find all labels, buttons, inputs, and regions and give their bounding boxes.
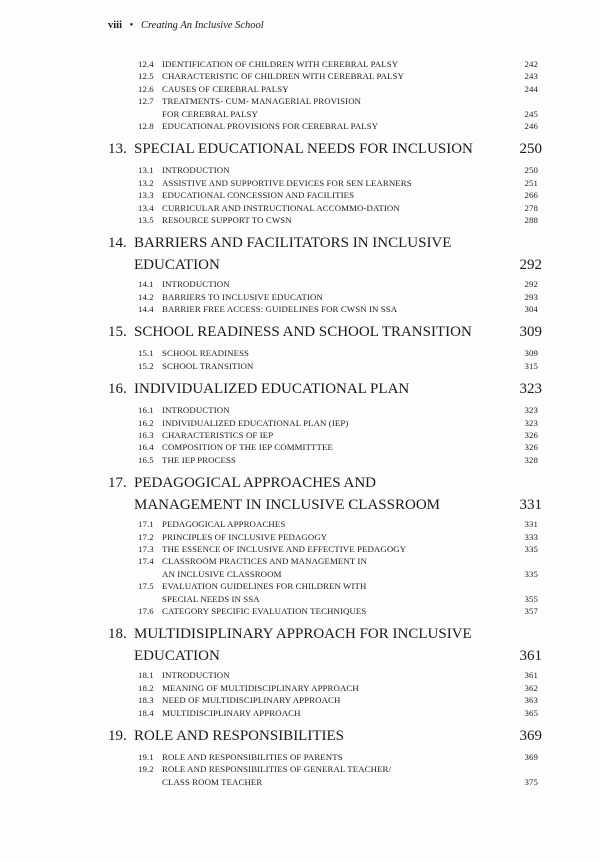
page-number: 328 (524, 454, 538, 465)
toc-chapter-row (0, 725, 600, 747)
toc-section-row (0, 177, 600, 189)
section-title: CHARACTERISTIC OF CHILDREN WITH CEREBRAL PALSY (162, 71, 405, 82)
section-number: 17.1 (138, 519, 154, 530)
page-number: 323 (524, 417, 538, 428)
chapter-title: EDUCATION (134, 648, 220, 665)
section-title: CHARACTERISTICS OF IEP (162, 430, 274, 441)
chapter-number: 17. (108, 475, 127, 492)
page-number: 242 (524, 59, 538, 69)
page-number: 278 (524, 202, 538, 213)
chapter-number: 19. (108, 727, 127, 744)
toc-section-row (0, 58, 600, 70)
chapter-title: PEDAGOGICAL APPROACHES AND (134, 475, 376, 492)
section-title: EVALUATION GUIDELINES FOR CHILDREN WITH (162, 581, 367, 592)
toc-section-row (0, 518, 600, 530)
toc-section-row (0, 95, 600, 107)
page-number: 369 (519, 727, 542, 744)
section-number: 17.3 (138, 543, 154, 554)
toc-section-row (0, 347, 600, 359)
section-number: 17.6 (138, 605, 154, 616)
toc-section-row (0, 707, 600, 719)
section-number: 12.5 (138, 71, 154, 82)
toc-section-row (0, 108, 600, 120)
section-title: CURRICULAR AND INSTRUCTIONAL ACCOMMO-DATION (162, 202, 400, 213)
toc-chapter-row (0, 645, 600, 665)
chapter-title: BARRIERS AND FACILITATORS IN INCLUSIVE (134, 235, 452, 252)
section-number: 18.3 (138, 695, 154, 706)
page-number: 288 (524, 214, 538, 225)
section-number: 19.2 (138, 764, 154, 775)
chapter-title: MULTIDISIPLINARY APPROACH FOR INCLUSIVE (134, 626, 472, 643)
section-title: MEANING OF MULTIDISCIPLINARY APPROACH (162, 682, 359, 693)
toc-section-row (0, 278, 600, 290)
section-title: INTRODUCTION (162, 405, 230, 416)
page-number: 323 (519, 381, 542, 398)
toc-section-row (0, 776, 600, 788)
chapter-title: MANAGEMENT IN INCLUSIVE CLASSROOM (134, 497, 440, 514)
section-title: BARRIER FREE ACCESS: GUIDELINES FOR CWSN IN SSA (162, 304, 398, 315)
section-title: SPECIAL NEEDS IN SSA (162, 593, 260, 604)
page-number: 250 (524, 165, 538, 176)
section-number: 15.1 (138, 348, 154, 359)
toc-section-row (0, 580, 600, 592)
toc-chapter-row (0, 321, 600, 343)
page-number: 331 (524, 519, 538, 530)
toc-section-row (0, 303, 600, 315)
section-title: TREATMENTS- CUM- MANAGERIAL PROVISION (162, 96, 362, 107)
page-number: 365 (524, 707, 538, 718)
section-title: ASSISTIVE AND SUPPORTIVE DEVICES FOR SEN LEARNERS (162, 177, 412, 188)
page-folio: viii (108, 20, 123, 31)
section-number: 12.4 (138, 59, 154, 69)
section-number: 12.6 (138, 83, 154, 94)
running-head (108, 20, 264, 31)
toc-chapter-row (0, 623, 600, 645)
section-number: 18.4 (138, 707, 154, 718)
page-number: 375 (524, 776, 538, 787)
section-title: INTRODUCTION (162, 670, 230, 681)
page-number: 244 (524, 83, 538, 94)
chapter-number: 18. (108, 626, 127, 643)
toc-chapter-row (0, 138, 600, 160)
toc-chapter-row (0, 378, 600, 400)
page-number: 331 (519, 497, 542, 514)
section-title: INDIVIDUALIZED EDUCATIONAL PLAN (IEP) (162, 417, 349, 428)
section-number: 19.1 (138, 751, 154, 762)
section-title: AN INCLUSIVE CLASSROOM (162, 568, 282, 579)
toc-section-row (0, 593, 600, 605)
section-number: 17.5 (138, 581, 154, 592)
section-title: CLASS ROOM TEACHER (162, 776, 263, 787)
page-number: 251 (524, 177, 538, 188)
section-title: INTRODUCTION (162, 279, 230, 290)
page-number: 245 (524, 108, 538, 119)
toc-section-row (0, 454, 600, 466)
chapter-title: SPECIAL EDUCATIONAL NEEDS FOR INCLUSION (134, 141, 473, 158)
page-number: 243 (524, 71, 538, 82)
page-number: 333 (524, 531, 538, 542)
section-number: 17.4 (138, 556, 154, 567)
page-number: 292 (524, 279, 538, 290)
page-number: 309 (524, 348, 538, 359)
toc-section-row (0, 417, 600, 429)
section-title: ROLE AND RESPONSIBILITIES OF PARENTS (162, 751, 343, 762)
toc-chapter-row (0, 254, 600, 274)
toc-section-row (0, 291, 600, 303)
section-title: CATEGORY SPECIFIC EVALUATION TECHNIQUES (162, 605, 367, 616)
chapter-number: 13. (108, 141, 127, 158)
toc-section-row (0, 682, 600, 694)
page-number: 304 (524, 304, 538, 315)
section-number: 16.1 (138, 405, 154, 416)
page-number: 361 (519, 648, 542, 665)
page-number: 250 (519, 141, 542, 158)
toc-section-row (0, 360, 600, 372)
chapter-title: ROLE AND RESPONSIBILITIES (134, 727, 345, 744)
toc-section-row (0, 751, 600, 763)
page-number: 335 (524, 568, 538, 579)
section-number: 17.2 (138, 531, 154, 542)
page-number: 355 (524, 593, 538, 604)
section-number: 14.4 (138, 304, 154, 315)
section-number: 16.2 (138, 417, 154, 428)
page-number: 326 (524, 430, 538, 441)
bullet-separator: • (129, 20, 134, 31)
section-title: PRINCIPLES OF INCLUSIVE PEDAGOGY (162, 531, 328, 542)
section-number: 16.5 (138, 454, 154, 465)
page-number: 362 (524, 682, 538, 693)
toc-section-row (0, 543, 600, 555)
page-number: 293 (524, 291, 538, 302)
toc-section-row (0, 70, 600, 82)
table-of-contents (0, 58, 600, 788)
section-title: THE ESSENCE OF INCLUSIVE AND EFFECTIVE PEDAGOGY (162, 543, 407, 554)
page-number: 315 (524, 360, 538, 371)
section-title: COMPOSITION OF THE IEP COMMITTTEE (162, 442, 333, 453)
toc-section-row (0, 202, 600, 214)
page-number: 369 (524, 751, 538, 762)
section-number: 16.4 (138, 442, 154, 453)
toc-section-row (0, 83, 600, 95)
toc-chapter-row (0, 232, 600, 254)
book-title: Creating An Inclusive School (140, 20, 264, 31)
toc-section-row (0, 404, 600, 416)
section-number: 13.4 (138, 202, 154, 213)
section-title: NEED OF MULTIDISCIPLINARY APPROACH (162, 695, 341, 706)
section-title: THE IEP PROCESS (162, 454, 237, 465)
section-title: CLASSROOM PRACTICES AND MANAGEMENT IN (162, 556, 367, 567)
toc-section-row (0, 429, 600, 441)
section-title: SCHOOL TRANSITION (162, 360, 254, 371)
toc-chapter-row (0, 494, 600, 514)
toc-section-row (0, 555, 600, 567)
section-title: RESOURCE SUPPORT TO CWSN (162, 214, 292, 225)
section-number: 13.2 (138, 177, 154, 188)
page-number: 309 (519, 324, 542, 341)
section-number: 12.7 (138, 96, 154, 107)
toc-section-row (0, 120, 600, 132)
section-title: FOR CEREBRAL PALSY (162, 108, 258, 119)
section-title: BARRIERS TO INCLUSIVE EDUCATION (162, 291, 323, 302)
toc-section-row (0, 669, 600, 681)
chapter-number: 16. (108, 381, 127, 398)
page-number: 363 (524, 695, 538, 706)
page-number: 323 (524, 405, 538, 416)
section-number: 14.2 (138, 291, 154, 302)
page-number: 357 (524, 605, 538, 616)
page-number: 326 (524, 442, 538, 453)
toc-section-row (0, 164, 600, 176)
section-title: SCHOOL READINESS (162, 348, 250, 359)
toc-section-row (0, 605, 600, 617)
chapter-number: 15. (108, 324, 127, 341)
chapter-number: 14. (108, 235, 127, 252)
section-title: MULTIDISCIPLINARY APPROACH (162, 707, 301, 718)
section-number: 13.5 (138, 214, 154, 225)
section-title: INTRODUCTION (162, 165, 230, 176)
page-number: 361 (524, 670, 538, 681)
chapter-title: EDUCATION (134, 257, 220, 274)
section-title: EDUCATIONAL CONCESSION AND FACILITIES (162, 190, 355, 201)
section-title: ROLE AND RESPONSIBILITIES OF GENERAL TEACHER/ (162, 764, 392, 775)
chapter-title: SCHOOL READINESS AND SCHOOL TRANSITION (134, 324, 472, 341)
page-number: 335 (524, 543, 538, 554)
toc-section-row (0, 694, 600, 706)
section-number: 12.8 (138, 120, 154, 131)
toc-section-row (0, 531, 600, 543)
section-title: CAUSES OF CEREBRAL PALSY (162, 83, 289, 94)
page-number: 266 (524, 190, 538, 201)
section-number: 13.3 (138, 190, 154, 201)
toc-section-row (0, 763, 600, 775)
toc-section-row (0, 441, 600, 453)
section-number: 18.1 (138, 670, 154, 681)
section-title: EDUCATIONAL PROVISIONS FOR CEREBRAL PALSY (162, 120, 379, 131)
section-number: 15.2 (138, 360, 154, 371)
section-number: 13.1 (138, 165, 154, 176)
toc-section-row (0, 214, 600, 226)
section-title: PEDAGOGICAL APPROACHES (162, 519, 286, 530)
section-number: 14.1 (138, 279, 154, 290)
chapter-title: INDIVIDUALIZED EDUCATIONAL PLAN (134, 381, 410, 398)
toc-chapter-row (0, 472, 600, 494)
toc-section-row (0, 189, 600, 201)
page-number: 292 (519, 257, 542, 274)
section-number: 16.3 (138, 430, 154, 441)
toc-section-row (0, 568, 600, 580)
section-number: 18.2 (138, 682, 154, 693)
page-number: 246 (524, 120, 538, 131)
section-title: IDENTIFICATION OF CHILDREN WITH CEREBRAL PALSY (162, 59, 399, 69)
